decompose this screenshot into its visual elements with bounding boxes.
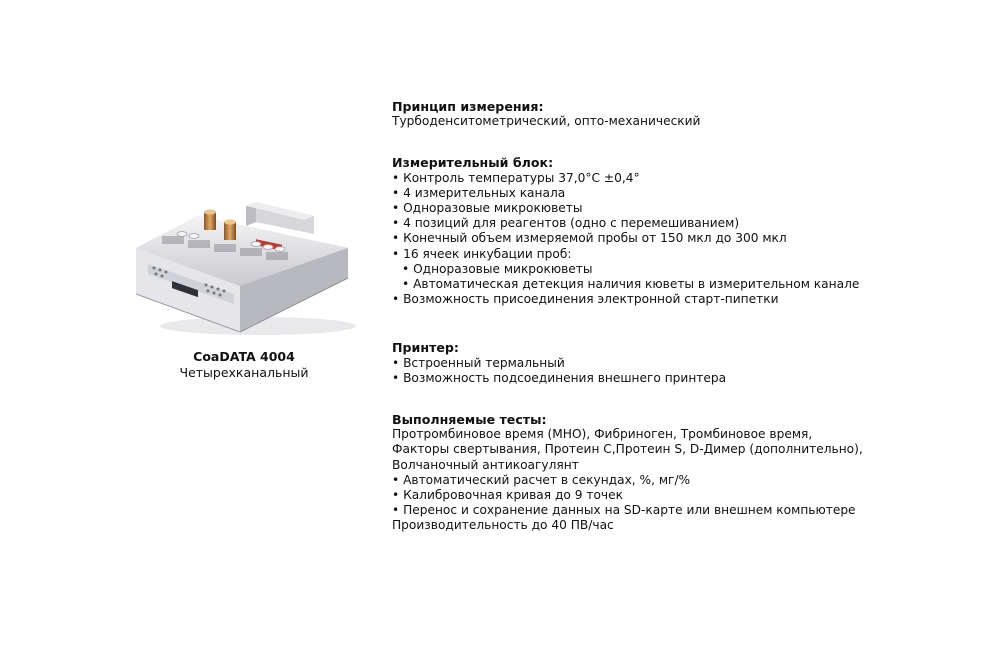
spec-line: • 16 ячеек инкубации проб:	[392, 246, 572, 261]
spec-line: • Встроенный термальный	[392, 355, 565, 370]
spec-line: • Контроль температуры 37,0°С ±0,4°	[392, 170, 640, 185]
specifications	[392, 99, 992, 534]
section-heading: Принтер:	[392, 340, 459, 356]
section-measuring-unit	[392, 155, 992, 307]
spec-line: Протромбиновое время (МНО), Фибриноген, Тромбиновое время,	[392, 427, 813, 442]
spec-line: • Автоматический расчет в секундах, %, мг/%	[392, 472, 691, 487]
spec-line: • 4 позиций для реагентов (одно с перемешиванием)	[392, 216, 740, 231]
spec-line: • Перенос и сохранение данных на SD-карте или внешнем компьютере	[392, 503, 856, 518]
analyzer-image	[128, 186, 360, 338]
spec-subline: • Одноразовые микрокюветы	[402, 261, 593, 276]
spec-line: Производительность до 40 ПВ/час	[392, 518, 614, 533]
section-tests	[392, 412, 992, 534]
spec-line: • Калибровочная кривая до 9 точек	[392, 488, 623, 503]
product-subtitle: Четырехканальный	[179, 365, 309, 380]
spec-line: • Возможность присоединения электронной старт-пипетки	[392, 292, 779, 307]
product-caption	[128, 349, 360, 381]
spec-line: • Конечный объем измеряемой пробы от 150 мкл до 300 мкл	[392, 231, 787, 246]
spec-line: Факторы свертывания, Протеин С,Протеин S, D-Димер (дополнительно),	[392, 442, 863, 457]
section-heading: Измерительный блок:	[392, 155, 554, 171]
spec-line: Турбоденситометрический, опто-механический	[392, 114, 701, 129]
section-heading: Выполняемые тесты:	[392, 412, 547, 428]
product-model: CoaDATA 4004	[193, 349, 295, 364]
section-printer	[392, 340, 992, 386]
spec-line: • 4 измерительных канала	[392, 185, 566, 200]
section-heading: Принцип измерения:	[392, 99, 544, 114]
section-measurement-principle	[392, 99, 992, 129]
product-panel	[128, 186, 360, 381]
spec-subline: • Автоматическая детекция наличия кюветы в измерительном канале	[402, 277, 860, 292]
spec-line: Волчаночный антикоагулянт	[392, 457, 579, 472]
spec-line: • Возможность подсоединения внешнего принтера	[392, 370, 727, 385]
spec-line: • Одноразовые микрокюветы	[392, 201, 583, 216]
